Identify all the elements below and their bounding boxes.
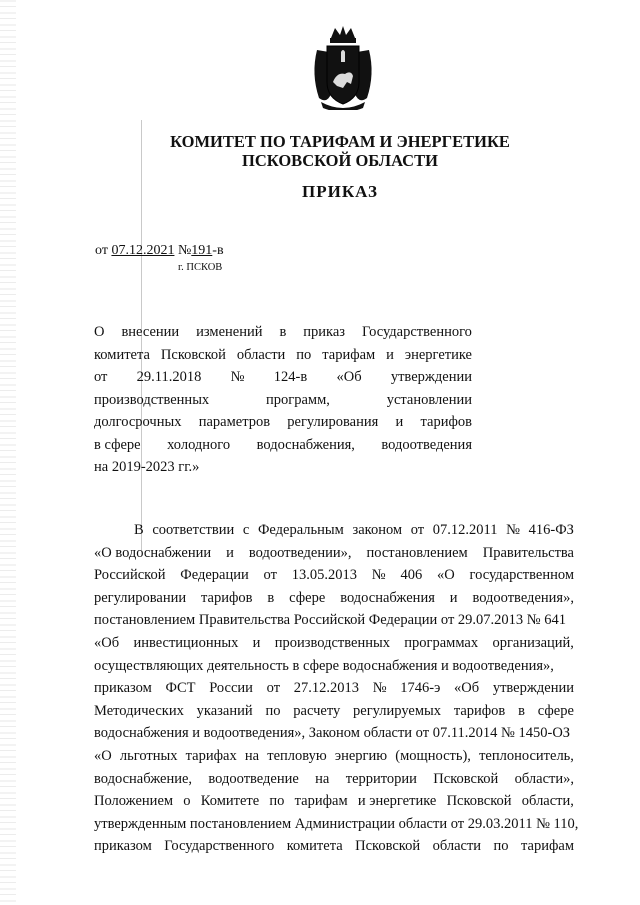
word: и bbox=[449, 589, 458, 606]
word: в bbox=[279, 324, 287, 340]
date-prefix: от bbox=[95, 243, 108, 258]
word: сфере bbox=[537, 702, 574, 719]
word: законом bbox=[352, 522, 403, 538]
order-body-text bbox=[94, 519, 579, 858]
word: № bbox=[371, 567, 386, 584]
word: утвержденным постановлением Администрации области от 29.03.2011 № 110, bbox=[94, 815, 579, 832]
document-date: 07.12.2021 bbox=[111, 243, 175, 258]
word: регулирования bbox=[287, 414, 379, 430]
word: сфере bbox=[289, 589, 326, 606]
word: и bbox=[252, 634, 261, 651]
word: «О bbox=[436, 567, 455, 584]
word: Федеральным bbox=[257, 522, 344, 538]
word: «Об bbox=[454, 680, 480, 697]
number-sign: № bbox=[177, 243, 192, 258]
body-line bbox=[94, 700, 574, 723]
word: В bbox=[134, 522, 144, 538]
word: долгосрочных bbox=[94, 414, 182, 430]
word: по bbox=[269, 793, 285, 810]
word: «О bbox=[94, 747, 112, 764]
word: теплоноситель, bbox=[479, 747, 574, 764]
word: Псковской bbox=[433, 770, 499, 787]
body-line bbox=[94, 655, 574, 678]
word: Государственного bbox=[164, 838, 275, 855]
word: территории bbox=[345, 770, 417, 787]
word: тарифах bbox=[185, 747, 237, 764]
word: водоотведения bbox=[381, 436, 472, 453]
word: по bbox=[265, 702, 281, 719]
body-line bbox=[94, 790, 574, 813]
body-line bbox=[94, 768, 574, 791]
word: № bbox=[372, 680, 387, 697]
word: и bbox=[395, 414, 404, 430]
body-line bbox=[94, 813, 579, 836]
word: Государственного bbox=[361, 324, 472, 340]
body-line bbox=[94, 722, 574, 745]
body-line bbox=[94, 564, 574, 587]
word: водоотведение bbox=[208, 770, 299, 787]
subject-line bbox=[94, 411, 472, 434]
subject-line bbox=[94, 389, 472, 412]
word: водоотведении», bbox=[248, 544, 352, 561]
organization-line-1: КОМИТЕТ ПО ТАРИФАМ И ЭНЕРГЕТИКЕ bbox=[170, 132, 510, 151]
organization-line-2: ПСКОВСКОЙ ОБЛАСТИ bbox=[242, 151, 438, 170]
word: тарифам bbox=[294, 793, 348, 810]
scan-edge-artifact bbox=[0, 0, 16, 905]
word: Псковской bbox=[355, 838, 421, 855]
document-type-title: ПРИКАЗ bbox=[302, 182, 378, 201]
word: и энергетике bbox=[357, 793, 437, 810]
body-line bbox=[94, 519, 574, 542]
word: внесении bbox=[121, 324, 180, 340]
organization-name bbox=[160, 132, 520, 170]
word: установлении bbox=[386, 391, 472, 408]
word: утверждении bbox=[492, 680, 574, 697]
word: водоснабжение, bbox=[94, 770, 193, 787]
word: программ, bbox=[266, 391, 330, 408]
body-line bbox=[94, 745, 574, 768]
word: ФСТ bbox=[165, 680, 196, 697]
word: Методических bbox=[94, 702, 184, 719]
word: водоснабжения bbox=[340, 589, 435, 606]
subject-line bbox=[94, 366, 472, 389]
word: водоснабжения и водоотведения», Законом области от 07.11.2014 № 1450-ОЗ bbox=[94, 725, 571, 742]
body-line bbox=[94, 542, 574, 565]
word: в сфере bbox=[94, 436, 141, 453]
word: на bbox=[244, 747, 260, 764]
word: Положением bbox=[94, 793, 174, 810]
subject-line bbox=[94, 321, 472, 344]
word: (мощность), bbox=[395, 747, 471, 764]
city-label: г. ПСКОВ bbox=[178, 262, 223, 273]
word: Псковской bbox=[446, 793, 512, 810]
word: указаний bbox=[196, 702, 253, 719]
word: № bbox=[230, 369, 245, 385]
word: в bbox=[267, 589, 275, 606]
word: области», bbox=[514, 770, 574, 787]
word: 27.12.2013 bbox=[293, 680, 359, 697]
word: и bbox=[386, 346, 394, 363]
word: 13.05.2013 bbox=[291, 567, 357, 584]
word: в bbox=[518, 702, 525, 719]
word: параметров bbox=[198, 414, 271, 430]
word: тарифам bbox=[521, 838, 574, 855]
word: производственных bbox=[94, 391, 210, 408]
word: водоотведения», bbox=[472, 589, 574, 606]
word: Псковской bbox=[160, 346, 226, 363]
body-line bbox=[94, 835, 574, 858]
word: приказ bbox=[303, 324, 346, 340]
word: и bbox=[226, 544, 234, 561]
word: комитета bbox=[94, 346, 150, 363]
word: по bbox=[493, 838, 509, 855]
word: Российской bbox=[94, 567, 166, 584]
body-line bbox=[94, 587, 574, 610]
word: от bbox=[263, 567, 277, 584]
word: «Об bbox=[336, 369, 362, 385]
word: тарифов bbox=[453, 702, 506, 719]
word: на bbox=[315, 770, 330, 787]
word: тарифов bbox=[420, 414, 472, 430]
pskov-coat-of-arms-icon bbox=[307, 24, 379, 110]
word: 07.12.2011 bbox=[432, 522, 498, 538]
word: регулировании bbox=[94, 589, 187, 606]
word: 406 bbox=[400, 567, 423, 584]
word: изменений bbox=[196, 324, 263, 340]
word: 124-в bbox=[273, 369, 308, 385]
word: 1746-э bbox=[400, 680, 441, 697]
word: с bbox=[242, 522, 250, 538]
word: энергетике bbox=[404, 346, 472, 363]
body-line bbox=[94, 677, 574, 700]
body-line bbox=[94, 609, 574, 632]
word: приказом bbox=[94, 680, 152, 697]
word: утверждении bbox=[390, 369, 472, 385]
word: расчету bbox=[293, 702, 341, 719]
word: приказом bbox=[94, 838, 152, 855]
word: 416-ФЗ bbox=[528, 522, 574, 538]
word: тарифам bbox=[322, 346, 376, 363]
word: льготных bbox=[119, 747, 178, 764]
word: Федерации bbox=[180, 567, 249, 584]
body-line bbox=[94, 632, 574, 655]
word: о bbox=[183, 793, 191, 810]
word: комитета bbox=[286, 838, 343, 855]
word: постановлением Правительства Российской Федерации от 29.07.2013 № 641 bbox=[94, 612, 567, 629]
order-subject bbox=[94, 321, 472, 479]
word: от bbox=[94, 369, 108, 385]
word: России bbox=[209, 680, 253, 697]
word: по bbox=[296, 346, 312, 363]
word: области bbox=[432, 838, 482, 855]
word: «Об bbox=[94, 634, 120, 651]
word: тепловую bbox=[267, 747, 327, 764]
word: водоснабжения, bbox=[256, 436, 355, 453]
word: тарифов bbox=[201, 589, 253, 606]
date-number-line bbox=[95, 243, 224, 259]
word: инвестиционных bbox=[133, 634, 239, 651]
word: области, bbox=[521, 793, 574, 810]
word: производственных bbox=[274, 634, 390, 651]
word: Правительства bbox=[482, 544, 574, 561]
subject-line bbox=[94, 456, 472, 479]
word: организаций, bbox=[492, 634, 574, 651]
word: осуществляющих деятельность в сфере водоснабжения и водоотведения», bbox=[94, 657, 554, 674]
word: энергию bbox=[334, 747, 388, 764]
word: «О водоснабжении bbox=[94, 544, 212, 561]
word: № bbox=[506, 522, 520, 538]
word: Комитете bbox=[200, 793, 260, 810]
word: регулируемых bbox=[353, 702, 442, 719]
word: О bbox=[94, 324, 105, 340]
word: государственном bbox=[469, 567, 574, 584]
word: от bbox=[266, 680, 281, 697]
subject-line bbox=[94, 344, 472, 367]
subject-line bbox=[94, 434, 472, 457]
number-suffix: -в bbox=[212, 243, 224, 258]
word: на 2019-2023 гг.» bbox=[94, 459, 200, 475]
word: области bbox=[236, 346, 286, 363]
word: постановлением bbox=[366, 544, 468, 561]
word: от bbox=[410, 522, 425, 538]
word: соответствии bbox=[152, 522, 235, 538]
document-number: 191 bbox=[191, 243, 213, 258]
word: холодного bbox=[167, 436, 231, 453]
word: программах bbox=[404, 634, 479, 651]
word: 29.11.2018 bbox=[136, 369, 202, 385]
